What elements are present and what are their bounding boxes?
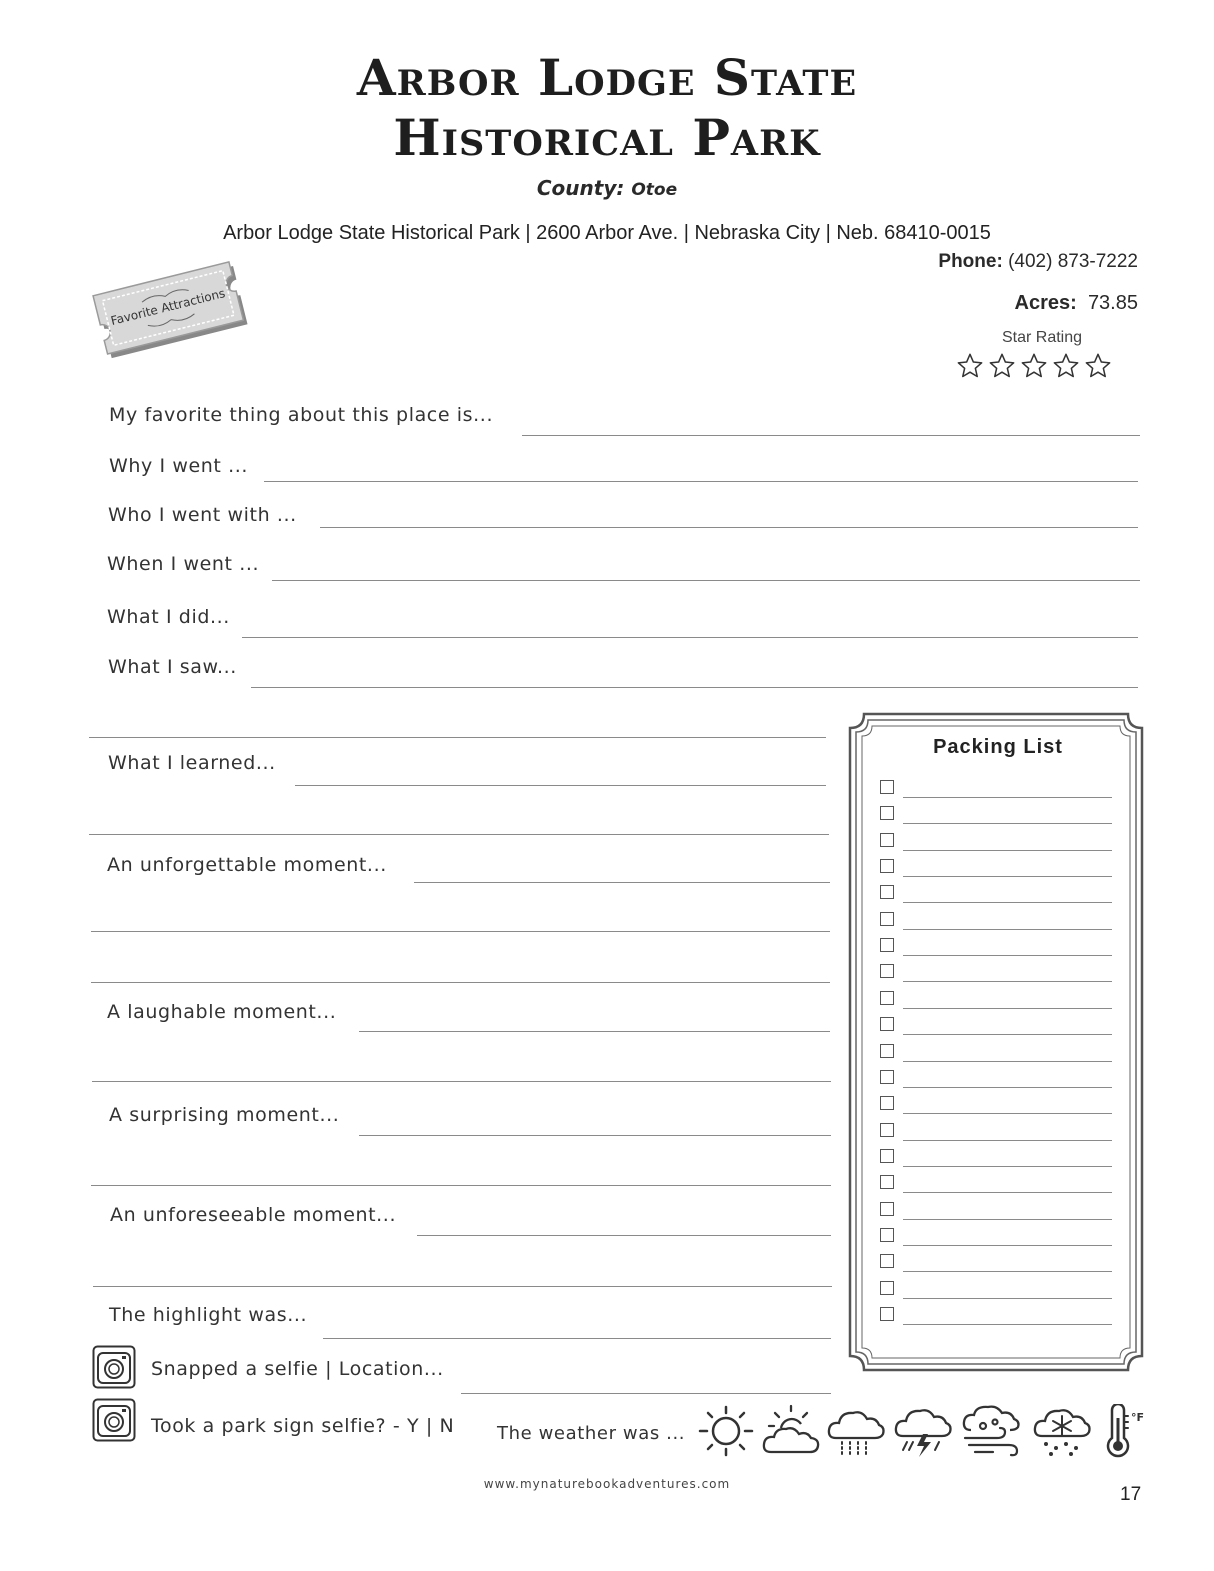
answer-line[interactable]	[414, 882, 830, 883]
answer-line[interactable]	[89, 737, 826, 738]
packing-list-line[interactable]	[903, 1008, 1112, 1009]
star-rating-label: Star Rating	[1001, 329, 1083, 346]
rain-icon[interactable]	[826, 1404, 886, 1458]
answer-line[interactable]	[93, 1286, 832, 1287]
packing-list-line[interactable]	[903, 902, 1112, 903]
checkbox[interactable]	[880, 1123, 894, 1137]
acres-value: 73.85	[1087, 292, 1138, 314]
checkbox[interactable]	[880, 1149, 894, 1163]
thunderstorm-icon[interactable]	[893, 1404, 953, 1458]
answer-line[interactable]	[323, 1338, 831, 1339]
answer-line[interactable]	[461, 1393, 831, 1394]
thermometer-icon[interactable]	[1100, 1404, 1144, 1458]
packing-list-line[interactable]	[903, 1298, 1112, 1299]
camera-icon	[92, 1345, 136, 1389]
prompt-sign-selfie: Took a park sign selfie? - Y | N	[151, 1415, 455, 1437]
checkbox[interactable]	[880, 1228, 894, 1242]
prompt-who: Who I went with ...	[108, 504, 297, 526]
page-number: 17	[1120, 1484, 1142, 1505]
answer-line[interactable]	[320, 527, 1138, 528]
footer-url: www.mynaturebookadventures.com	[483, 1477, 731, 1491]
answer-line[interactable]	[295, 785, 826, 786]
packing-list-line[interactable]	[903, 1192, 1112, 1193]
answer-line[interactable]	[251, 687, 1138, 688]
checkbox[interactable]	[880, 1281, 894, 1295]
svg-text:°F: °F	[1131, 1411, 1144, 1424]
phone-value: (402) 873-7222	[1008, 251, 1138, 272]
answer-line[interactable]	[359, 1135, 831, 1136]
answer-line[interactable]	[417, 1235, 831, 1236]
star-icon[interactable]	[988, 352, 1016, 380]
answer-line[interactable]	[91, 982, 830, 983]
packing-list-line[interactable]	[903, 1113, 1112, 1114]
packing-list-line[interactable]	[903, 1061, 1112, 1062]
prompt-highlight: The highlight was...	[109, 1304, 308, 1326]
prompt-saw: What I saw...	[108, 656, 237, 678]
page-title-line-1: Arbor Lodge State	[356, 48, 858, 107]
prompt-unforgettable: An unforgettable moment...	[107, 854, 387, 876]
address: Arbor Lodge State Historical Park | 2600 Arbor Ave. | Nebraska City | Neb. 68410-0015	[223, 222, 991, 244]
county	[0, 176, 1214, 200]
answer-line[interactable]	[242, 637, 1138, 638]
prompt-surprising: A surprising moment...	[109, 1104, 340, 1126]
packing-list-line[interactable]	[903, 1219, 1112, 1220]
snow-icon[interactable]	[1032, 1404, 1092, 1458]
checkbox[interactable]	[880, 1254, 894, 1268]
checkbox[interactable]	[880, 806, 894, 820]
packing-list-line[interactable]	[903, 1034, 1112, 1035]
star-rating[interactable]	[956, 352, 1112, 380]
prompt-when: When I went ...	[107, 553, 260, 575]
answer-line[interactable]	[264, 481, 1138, 482]
packing-list-line[interactable]	[903, 1245, 1112, 1246]
answer-line[interactable]	[272, 580, 1140, 581]
checkbox[interactable]	[880, 1044, 894, 1058]
favorite-attractions-ticket	[84, 248, 252, 366]
checkbox[interactable]	[880, 991, 894, 1005]
checkbox[interactable]	[880, 885, 894, 899]
packing-list-title: Packing List	[933, 736, 1063, 758]
sunny-icon[interactable]	[697, 1404, 755, 1458]
checkbox[interactable]	[880, 1096, 894, 1110]
weather-label: The weather was ...	[497, 1423, 686, 1444]
answer-line[interactable]	[522, 435, 1140, 436]
packing-list-line[interactable]	[903, 876, 1112, 877]
checkbox[interactable]	[880, 1175, 894, 1189]
checkbox[interactable]	[880, 1017, 894, 1031]
ticket-text: Favorite Attractions	[109, 286, 227, 328]
star-icon[interactable]	[1084, 352, 1112, 380]
packing-list-line[interactable]	[903, 1271, 1112, 1272]
prompt-favorite: My favorite thing about this place is...	[109, 404, 494, 426]
answer-line[interactable]	[91, 931, 830, 932]
acres-label: Acres:	[1014, 292, 1077, 314]
phone	[938, 251, 1138, 273]
prompt-learned: What I learned...	[108, 752, 276, 774]
star-icon[interactable]	[1020, 352, 1048, 380]
camera-icon	[92, 1398, 136, 1442]
packing-list-line[interactable]	[903, 981, 1112, 982]
checkbox[interactable]	[880, 780, 894, 794]
checkbox[interactable]	[880, 1202, 894, 1216]
packing-list-line[interactable]	[903, 955, 1112, 956]
checkbox[interactable]	[880, 1070, 894, 1084]
prompt-laughable: A laughable moment...	[107, 1001, 337, 1023]
packing-list-line[interactable]	[903, 1166, 1112, 1167]
page-title-line-2: Historical Park	[393, 108, 821, 167]
answer-line[interactable]	[92, 1081, 831, 1082]
wind-icon[interactable]	[961, 1404, 1023, 1458]
county-label: County:	[536, 176, 625, 200]
packing-list-line[interactable]	[903, 929, 1112, 930]
packing-list-line[interactable]	[903, 1140, 1112, 1141]
county-value: Otoe	[631, 180, 678, 200]
star-icon[interactable]	[1052, 352, 1080, 380]
star-icon[interactable]	[956, 352, 984, 380]
partly-cloudy-icon[interactable]	[761, 1404, 821, 1458]
packing-list-line[interactable]	[903, 1324, 1112, 1325]
packing-list-line[interactable]	[903, 823, 1112, 824]
answer-line[interactable]	[359, 1031, 830, 1032]
packing-list-line[interactable]	[903, 797, 1112, 798]
answer-line[interactable]	[91, 1185, 831, 1186]
checkbox[interactable]	[880, 964, 894, 978]
checkbox[interactable]	[880, 833, 894, 847]
prompt-did: What I did...	[107, 606, 230, 628]
prompt-unforeseeable: An unforeseeable moment...	[110, 1204, 397, 1226]
checkbox[interactable]	[880, 912, 894, 926]
checkbox[interactable]	[880, 859, 894, 873]
phone-label: Phone:	[938, 251, 1003, 272]
prompt-why: Why I went ...	[109, 455, 249, 477]
checkbox[interactable]	[880, 1307, 894, 1321]
packing-list-line[interactable]	[903, 850, 1112, 851]
answer-line[interactable]	[89, 834, 829, 835]
prompt-selfie: Snapped a selfie | Location...	[151, 1358, 444, 1380]
checkbox[interactable]	[880, 938, 894, 952]
packing-list-line[interactable]	[903, 1087, 1112, 1088]
acres	[1015, 292, 1138, 315]
